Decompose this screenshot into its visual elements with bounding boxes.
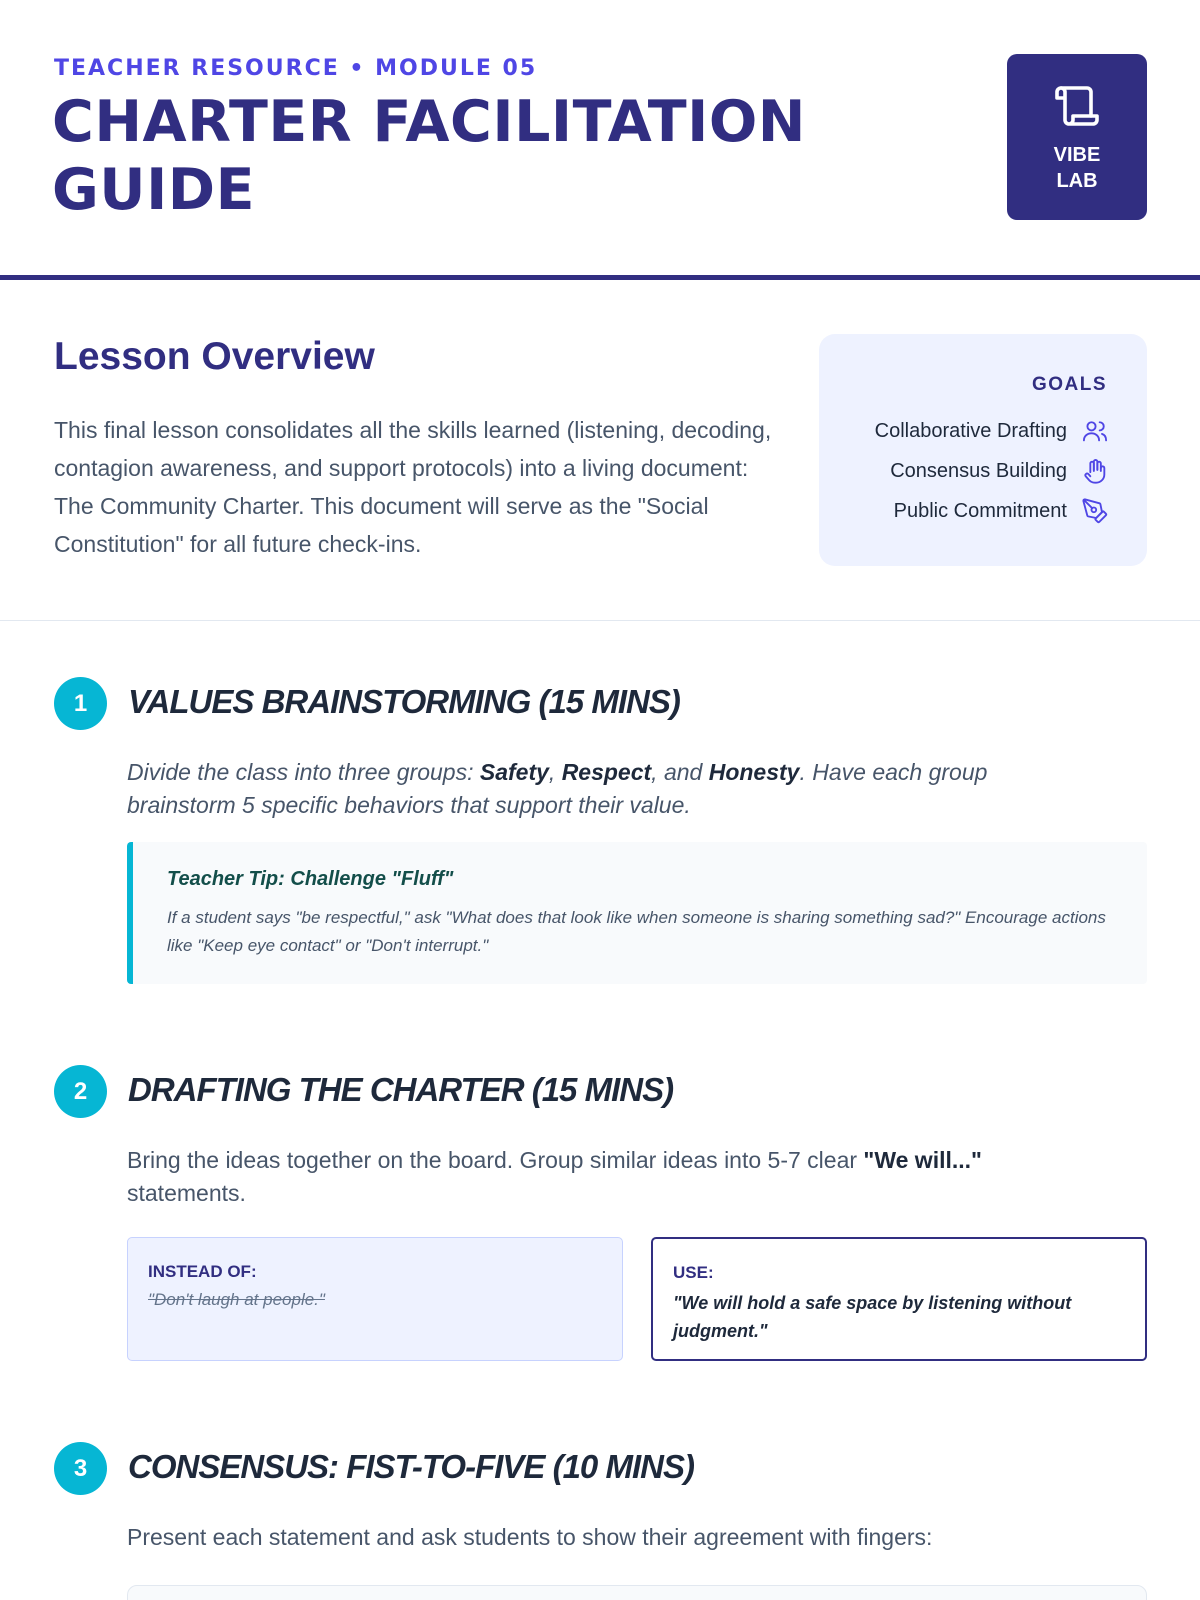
step-title-2: DRAFTING THE CHARTER (15 MINS) (128, 1071, 674, 1108)
tip-text: If a student says "be respectful," ask "What does that look like when someone is sharing something sad?" Encourage actions like "Keep eye contact" or "Don't interrupt." (167, 908, 1106, 955)
goal-item (890, 456, 1109, 486)
hand-icon (1081, 457, 1109, 485)
goal-label: Public Commitment (893, 499, 1067, 522)
step-title-3: CONSENSUS: FIST-TO-FIVE (10 MINS) (128, 1448, 694, 1485)
instead-of-card (127, 1237, 623, 1361)
step-number-2: 2 (54, 1065, 107, 1118)
scroll-icon (1053, 82, 1101, 130)
goal-label: Consensus Building (890, 459, 1067, 482)
step-title-1: VALUES BRAINSTORMING (15 MINS) (128, 683, 680, 720)
pen-icon (1081, 497, 1109, 525)
overview-heading: Lesson Overview (54, 335, 375, 378)
step-body-2: Bring the ideas together on the board. Group similar ideas into 5-7 clear "We will..." statements. (127, 1147, 982, 1206)
tip-title: Teacher Tip: Challenge "Fluff" (167, 868, 454, 890)
step-body-1: Divide the class into three groups: Safety, Respect, and Honesty. Have each group brainstorm 5 specific behaviors that support their value. (127, 759, 988, 818)
goals-label: GOALS (1031, 374, 1107, 395)
step-number-3: 3 (54, 1442, 107, 1495)
fist-to-five-box (127, 1585, 1147, 1600)
step-number-1: 1 (54, 677, 107, 730)
goal-label: Collaborative Drafting (874, 419, 1067, 442)
step-body-3: Present each statement and ask students to show their agreement with fingers: (127, 1524, 933, 1550)
use-label: USE: (673, 1263, 714, 1282)
goals-panel (819, 334, 1147, 566)
page-header (0, 0, 1200, 280)
overview-text: This final lesson consolidates all the skills learned (listening, decoding, contagion awareness, and support protocols) into a living document: The Community Charter. This document will serve as the "Social Constitution" for all future check-ins. (54, 417, 772, 557)
page-title: CHARTER FACILITATION GUIDE (52, 89, 807, 223)
vibe-lab-logo (1007, 54, 1147, 220)
goal-item (875, 416, 1109, 446)
instead-text: "Don't laugh at people." (148, 1290, 325, 1309)
instead-label: INSTEAD OF: (148, 1262, 257, 1281)
teacher-tip-box (127, 842, 1147, 984)
module-eyebrow: TEACHER RESOURCE • MODULE 05 (54, 56, 538, 81)
lesson-overview-section (0, 285, 1200, 621)
use-text: "We will hold a safe space by listening without judgment." (673, 1293, 1072, 1341)
goal-item (894, 496, 1109, 526)
users-icon (1081, 417, 1109, 445)
logo-text: VIBE LAB (1053, 144, 1101, 192)
use-card (651, 1237, 1147, 1361)
